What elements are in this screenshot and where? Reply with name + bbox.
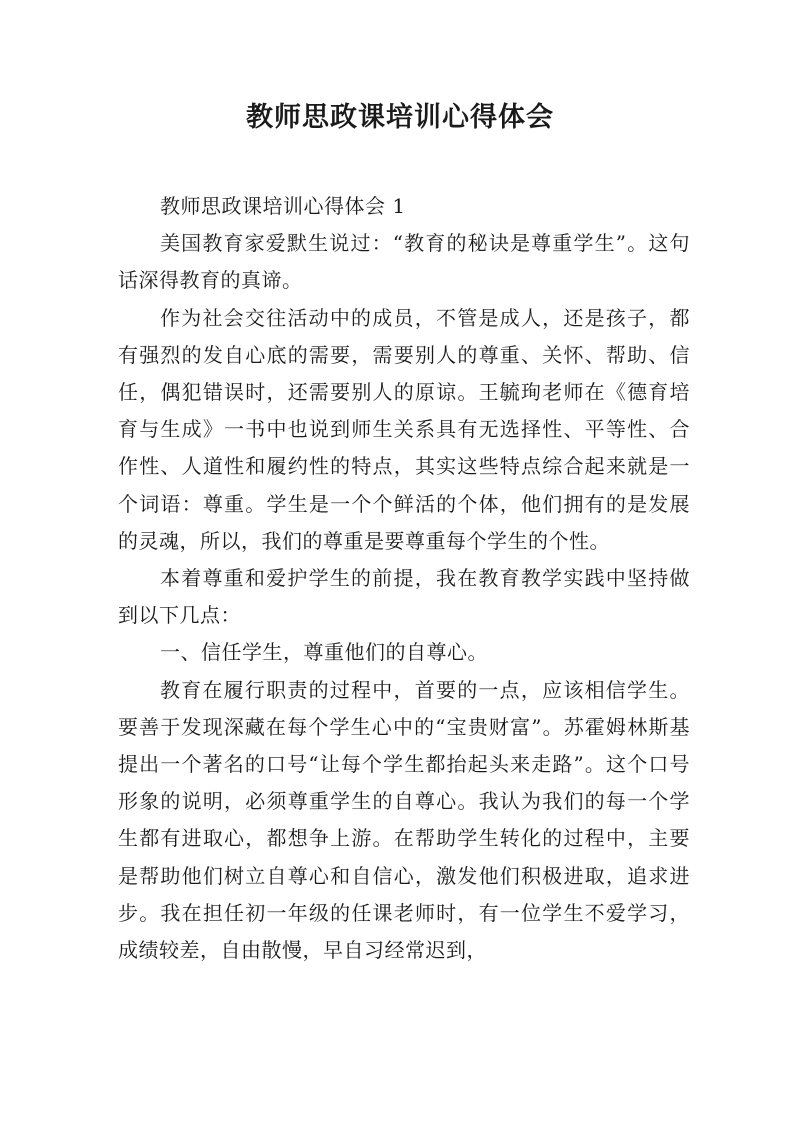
paragraph-1: 美国教育家爱默生说过：“教育的秘诀是尊重学生”。这句话深得教育的真谛。 (118, 231, 690, 293)
section-heading: 教师思政课培训心得体会 1 (160, 194, 406, 218)
document-body (118, 188, 690, 969)
paragraph-3: 本着尊重和爱护学生的前提，我在教育教学实践中坚持做到以下几点： (118, 566, 690, 628)
point-heading-1: 一、信任学生，尊重他们的自尊心。 (160, 640, 488, 665)
paragraph-4: 教育在履行职责的过程中，首要的一点，应该相信学生。要善于发现深藏在每个学生心中的“宝贵财富”。苏霍姆林斯基提出一个著名的口号“让每个学生都抬起头来走路”。这个口号形象的说明，必须尊重学生的自尊心。我认为我们的每一个学生都有进取心，都想争上游。在帮助学生转化的过程中，主要是帮助他们树立自尊心和自信心，激发他们积极进取，追求进步。我在担任初一年级的任课老师时，有一位学生不爱学习，成绩较差，自由散慢，早自习经常迟到， (118, 677, 690, 963)
document-title: 教师思政课培训心得体会 (246, 102, 554, 133)
paragraph-2: 作为社会交往活动中的成员，不管是成人，还是孩子，都有强烈的发自心底的需要，需要别人的尊重、关怀、帮助、信任，偶犯错误时，还需要别人的原谅。王毓珣老师在《德育培育与生成》一书中也说到师生关系具有无选择性、平等性、合作性、人道性和履约性的特点，其实这些特点综合起来就是一个词语：尊重。学生是一个个鲜活的个体，他们拥有的是发展的灵魂，所以，我们的尊重是要尊重每个学生的个性。 (118, 305, 690, 553)
